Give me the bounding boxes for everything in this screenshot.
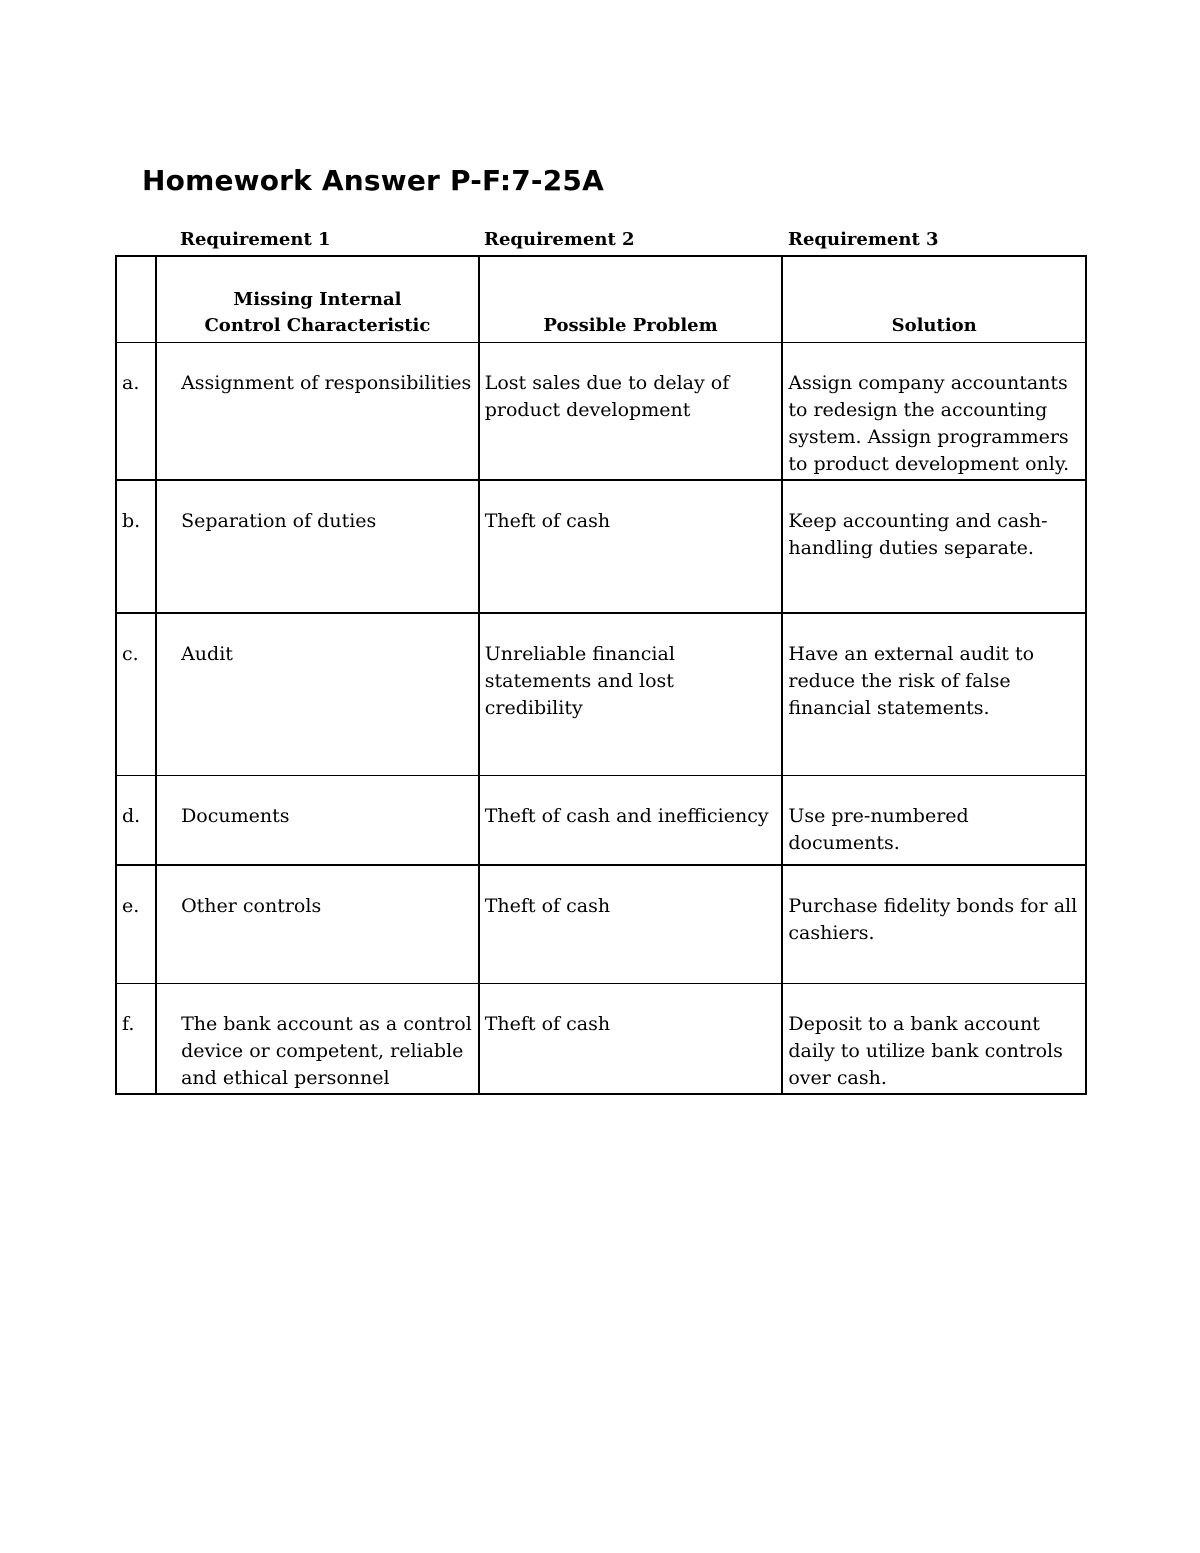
row-letter: f. — [116, 984, 156, 1095]
row-solution: Deposit to a bank account daily to utilize bank controls over cash. — [782, 984, 1086, 1095]
row-characteristic: Separation of duties — [156, 480, 479, 613]
header-solution: Solution — [782, 256, 1086, 343]
requirement-3-label: Requirement 3 — [788, 229, 939, 250]
requirement-2-label: Requirement 2 — [484, 229, 635, 250]
row-characteristic: The bank account as a control device or competent, reliable and ethical personnel — [156, 984, 479, 1095]
table-row — [116, 480, 1086, 613]
row-letter: e. — [116, 865, 156, 984]
row-problem: Theft of cash — [479, 984, 783, 1095]
header-letter-cell — [116, 256, 156, 343]
row-problem: Theft of cash — [479, 865, 783, 984]
row-letter: b. — [116, 480, 156, 613]
row-problem: Theft of cash and inefficiency — [479, 776, 783, 866]
table-row — [116, 343, 1086, 481]
table-row — [116, 613, 1086, 776]
row-solution: Use pre-numbered documents. — [782, 776, 1086, 866]
row-characteristic: Assignment of responsibilities — [156, 343, 479, 481]
row-characteristic: Documents — [156, 776, 479, 866]
header-characteristic-line2: Control Characteristic — [204, 315, 431, 336]
row-letter: d. — [116, 776, 156, 866]
row-letter: a. — [116, 343, 156, 481]
requirement-1-label: Requirement 1 — [180, 229, 331, 250]
row-solution: Have an external audit to reduce the risk of false financial statements. — [782, 613, 1086, 776]
table-row — [116, 776, 1086, 866]
row-characteristic: Other controls — [156, 865, 479, 984]
row-solution: Keep accounting and cash-handling duties separate. — [782, 480, 1086, 613]
table-row — [116, 865, 1086, 984]
header-characteristic — [156, 256, 479, 343]
page-title: Homework Answer P-F:7-25A — [142, 164, 604, 197]
table-header-row — [116, 256, 1086, 343]
row-problem: Lost sales due to delay of product development — [479, 343, 783, 481]
header-characteristic-line1: Missing Internal — [233, 289, 402, 310]
answer-table — [115, 255, 1087, 1095]
row-solution: Purchase fidelity bonds for all cashiers. — [782, 865, 1086, 984]
row-solution: Assign company accountants to redesign the accounting system. Assign programmers to product development only. — [782, 343, 1086, 481]
header-problem: Possible Problem — [479, 256, 783, 343]
row-problem: Theft of cash — [479, 480, 783, 613]
row-problem: Unreliable financial statements and lost credibility — [479, 613, 783, 776]
row-characteristic: Audit — [156, 613, 479, 776]
table-row — [116, 984, 1086, 1095]
row-letter: c. — [116, 613, 156, 776]
